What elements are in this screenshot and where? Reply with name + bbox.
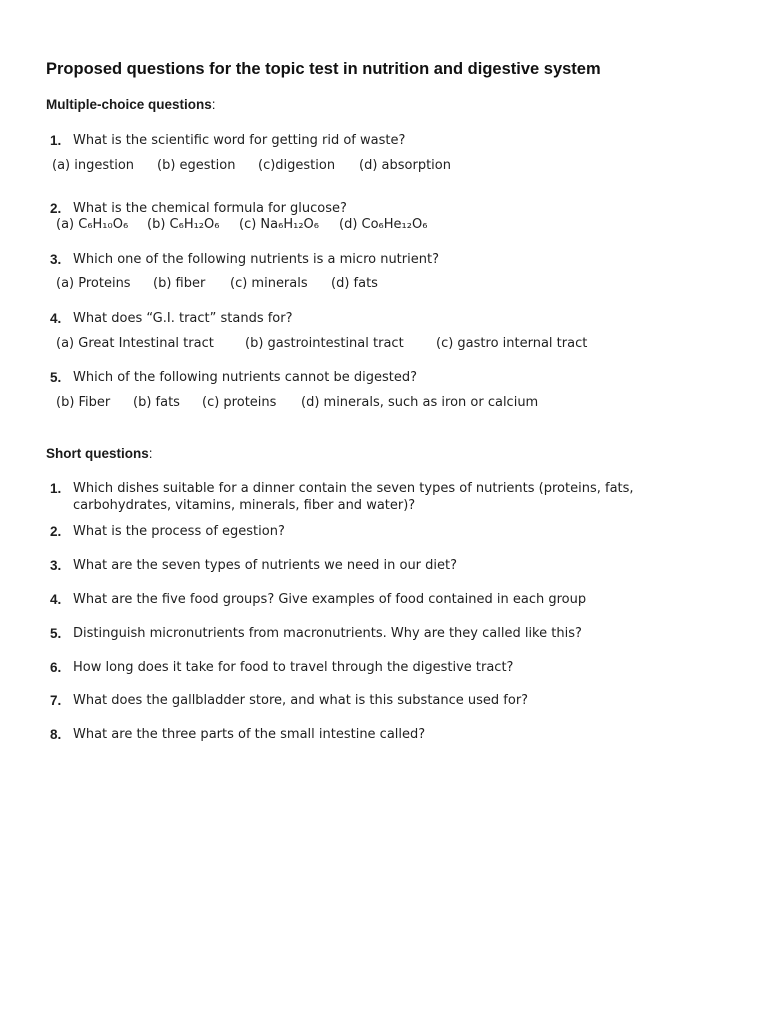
question-number: 3. [50,252,62,267]
mcq-options-1 [52,158,451,173]
question-text: What are the five food groups? Give examples of food contained in each group [73,592,587,607]
option-a: (a) ingestion [52,158,135,173]
question-number: 5. [50,370,62,385]
question-text: How long does it take for food to travel through the digestive tract? [73,660,514,675]
option-d: (d) fats [331,276,378,291]
question-number: 1. [50,481,62,496]
mcq-question-3 [50,251,710,268]
option-c: (c) gastro internal tract [436,336,588,351]
short-question-5 [50,625,710,642]
question-text: What is the chemical formula for glucose? [73,201,347,216]
question-text: What does “G.I. tract” stands for? [73,311,293,326]
option-b: (b) gastrointestinal tract [245,336,404,351]
short-question-8 [50,726,710,743]
mcq-question-4 [50,310,710,327]
option-a: (b) Fiber [56,395,111,410]
question-text: Which one of the following nutrients is a micro nutrient? [73,252,439,267]
short-section-heading [46,446,153,461]
option-b: (b) egestion [157,158,236,173]
short-question-6 [50,659,710,676]
option-a: (a) Great Intestinal tract [56,336,214,351]
option-b: (b) C₆H₁₂O₆ [147,217,220,232]
option-c: (c)digestion [258,158,336,173]
option-b: (b) fats [133,395,180,410]
question-text: What is the scientific word for getting rid of waste? [73,133,406,148]
mcq-options-2 [56,217,427,232]
mcq-options-3 [56,276,378,291]
mcq-section-heading [46,97,216,112]
option-c: (c) minerals [230,276,308,291]
short-heading-text: Short questions [46,446,149,461]
mcq-options-4 [56,336,587,351]
question-text: Which dishes suitable for a dinner contain the seven types of nutrients (proteins, fats, carbohydrates, vitamins, minerals, fiber and water)? [73,481,634,513]
short-question-3 [50,557,710,574]
question-text: What are the three parts of the small intestine called? [73,727,426,742]
question-number: 8. [50,727,62,742]
question-number: 4. [50,311,62,326]
mcq-question-2 [50,200,710,217]
option-a: (a) Proteins [56,276,131,291]
short-heading-colon: : [148,446,153,461]
mcq-heading-colon: : [211,97,216,112]
option-d: (d) minerals, such as iron or calcium [301,395,539,410]
mcq-question-1 [50,132,710,149]
question-number: 4. [50,592,62,607]
short-question-7 [50,692,710,709]
option-d: (d) absorption [359,158,451,173]
document-title: Proposed questions for the topic test in nutrition and digestive system [46,60,601,78]
question-text: Which of the following nutrients cannot be digested? [73,370,417,385]
question-text: What are the seven types of nutrients we need in our diet? [73,558,458,573]
mcq-heading-text: Multiple-choice questions [46,97,212,112]
short-question-4 [50,591,710,608]
question-number: 1. [50,133,62,148]
option-c: (c) Na₆H₁₂O₆ [239,217,319,232]
question-number: 2. [50,201,62,216]
question-number: 7. [50,693,62,708]
question-number: 6. [50,660,62,675]
mcq-question-5 [50,369,710,386]
question-text: What is the process of egestion? [73,524,285,539]
mcq-options-5 [56,395,538,410]
short-question-2 [50,523,710,540]
option-b: (b) fiber [153,276,206,291]
question-number: 3. [50,558,62,573]
option-a: (a) C₆H₁₀O₆ [56,217,129,232]
option-c: (c) proteins [202,395,277,410]
question-number: 2. [50,524,62,539]
question-text: What does the gallbladder store, and what is this substance used for? [73,693,529,708]
option-d: (d) Co₆He₁₂O₆ [339,217,428,232]
question-text: Distinguish micronutrients from macronutrients. Why are they called like this? [73,626,582,641]
question-number: 5. [50,626,62,641]
short-question-1 [50,480,690,514]
